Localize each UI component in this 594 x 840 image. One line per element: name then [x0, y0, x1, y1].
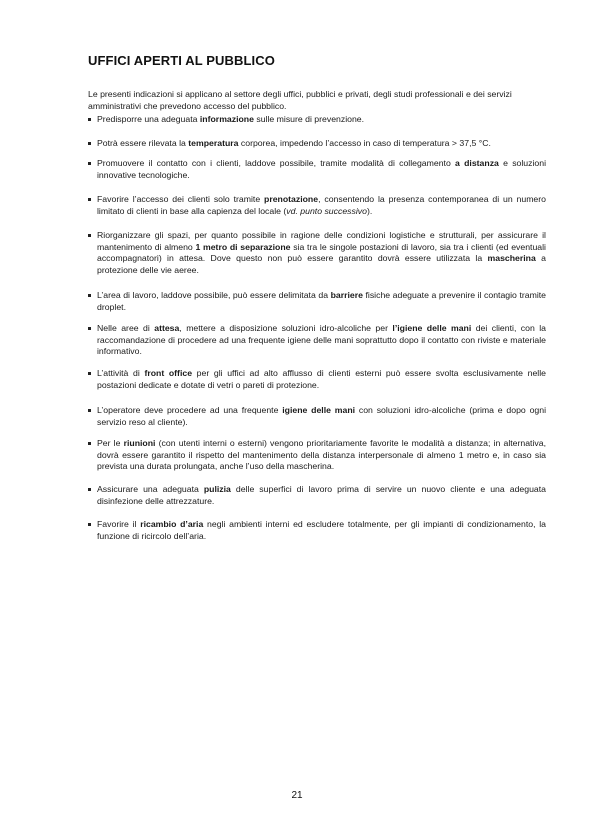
- text-segment: Predisporre una adeguata: [97, 114, 200, 124]
- emphasis-text: mascherina: [487, 253, 536, 264]
- text-segment: sia tra le singole postazioni di lavoro, sia tra i clienti (ed eventuali accompagnatori) in attesa. Dove questo non può essere garantito dovrà essere utilizzata la: [97, 241, 546, 264]
- text-segment: dei clienti, con la raccomandazione di procedere ad una frequente igiene delle mani soprattutto dopo il contatto con riviste e materiale informativo.: [97, 323, 546, 357]
- list-item: [88, 194, 546, 217]
- bullet-square-icon: [88, 118, 91, 121]
- text-segment: , consentendo la presenza contemporanea di un numero limitato di clienti in base alla capienza del locale (: [97, 194, 546, 216]
- text-segment: Riorganizzare gli spazi, per quanto possibile in ragione delle condizioni logistiche e strutturali, per assicurare il mantenimento di almeno: [97, 230, 546, 252]
- text-segment: (con utenti interni o esterni) vengono prioritariamente favorite le modalità a distanza; in alternativa, dovrà essere garantito il rispetto del mantenimento della distanza interpersonale di almeno 1 metro e, in caso sia prevista una durata prolungata, anche l’uso della mascherina.: [97, 438, 546, 472]
- emphasis-text: l’igiene delle mani: [392, 323, 472, 333]
- list-item-text: [97, 114, 546, 126]
- list-item: [88, 484, 546, 507]
- text-segment: fisiche adeguate a prevenire il contagio tramite droplet.: [97, 290, 546, 312]
- text-segment: Per le: [97, 438, 124, 448]
- bullet-square-icon: [88, 162, 91, 165]
- text-segment: Potrà essere rilevata la: [97, 138, 189, 148]
- emphasis-text: igiene delle mani: [282, 405, 356, 415]
- text-segment: Favorire l’accesso dei clienti solo tramite: [97, 194, 265, 204]
- text-segment: sulle misure di prevenzione.: [253, 114, 365, 124]
- text-segment: Favorire il: [97, 519, 141, 529]
- bullet-square-icon: [88, 142, 91, 145]
- list-item: [88, 290, 546, 313]
- italic-text: vd. punto successivo: [286, 205, 367, 216]
- section-title: UFFICI APERTI AL PUBBLICO: [88, 53, 275, 68]
- list-item: [88, 519, 546, 542]
- bullet-square-icon: [88, 327, 91, 330]
- emphasis-text: a distanza: [455, 158, 499, 168]
- text-segment: a protezione delle vie aeree.: [97, 253, 546, 275]
- text-segment: con soluzioni idro-alcoliche (prima e dopo ogni servizio reso al cliente).: [97, 405, 547, 427]
- text-segment: , mettere a disposizione soluzioni idro-alcoliche per: [179, 323, 393, 333]
- text-segment: e soluzioni innovative tecnologiche.: [97, 158, 546, 180]
- page-number: 21: [291, 790, 303, 801]
- list-item: [88, 138, 546, 150]
- list-item-text: [97, 405, 546, 428]
- text-segment: Assicurare una adeguata: [97, 484, 204, 494]
- text-segment: ).: [366, 205, 373, 216]
- list-item-text: [97, 323, 546, 358]
- emphasis-text: pulizia: [203, 484, 231, 494]
- text-segment: Nelle aree di: [97, 323, 155, 333]
- list-item-text: [97, 158, 546, 181]
- list-item: [88, 158, 546, 181]
- text-segment: Promuovere il contatto con i clienti, laddove possibile, tramite modalità di collegamento: [97, 158, 456, 168]
- intro-paragraph: Le presenti indicazioni si applicano al settore degli uffici, pubblici e privati, degli studi professionali e dei servizi amministrativi che prevedono accesso del pubblico.: [88, 89, 512, 111]
- list-item-text: [97, 138, 546, 150]
- list-item: [88, 114, 546, 126]
- emphasis-text: riunioni: [123, 438, 156, 448]
- bullet-square-icon: [88, 198, 91, 201]
- text-segment: corporea, impedendo l’accesso in caso di temperatura > 37,5 °C.: [238, 138, 491, 148]
- list-item: [88, 438, 546, 473]
- list-item: [88, 405, 546, 428]
- list-item: [88, 368, 546, 391]
- emphasis-text: informazione: [199, 114, 254, 124]
- bullet-square-icon: [88, 523, 91, 526]
- list-item-text: [97, 290, 546, 313]
- bullet-square-icon: [88, 294, 91, 297]
- bullet-square-icon: [88, 372, 91, 375]
- text-segment: delle superfici di lavoro prima di servire un nuovo cliente e una adeguata disinfezione delle attrezzature.: [97, 484, 546, 506]
- text-segment: L’operatore deve procedere ad una frequente: [97, 405, 283, 415]
- text-segment: L’area di lavoro, laddove possibile, può essere delimitata da: [97, 290, 331, 300]
- bullet-square-icon: [88, 488, 91, 491]
- emphasis-text: temperatura: [188, 138, 239, 148]
- bullet-square-icon: [88, 442, 91, 445]
- emphasis-text: prenotazione: [264, 194, 319, 204]
- list-item-text: [97, 519, 546, 542]
- list-item-text: [97, 230, 546, 276]
- list-item-text: [97, 438, 546, 473]
- list-item-text: [97, 194, 546, 217]
- emphasis-text: attesa: [154, 323, 180, 333]
- bullet-square-icon: [88, 409, 91, 412]
- emphasis-text: front office: [144, 368, 193, 378]
- emphasis-text: 1 metro di separazione: [195, 241, 291, 252]
- emphasis-text: barriere: [330, 290, 363, 300]
- list-item: [88, 323, 546, 358]
- list-item-text: [97, 484, 546, 507]
- text-segment: per gli uffici ad alto afflusso di clienti esterni può essere svolta esclusivamente nelle postazioni dedicate e dotate di vetri o pareti di protezione.: [97, 368, 546, 390]
- list-item-text: [97, 368, 546, 391]
- list-item: [88, 230, 546, 276]
- text-segment: negli ambienti interni ed escludere totalmente, per gli impianti di condizionamento, la funzione di ricircolo dell’aria.: [97, 519, 546, 541]
- bullet-square-icon: [88, 234, 91, 237]
- emphasis-text: ricambio d’aria: [140, 519, 204, 529]
- text-segment: L’attività di: [97, 368, 145, 378]
